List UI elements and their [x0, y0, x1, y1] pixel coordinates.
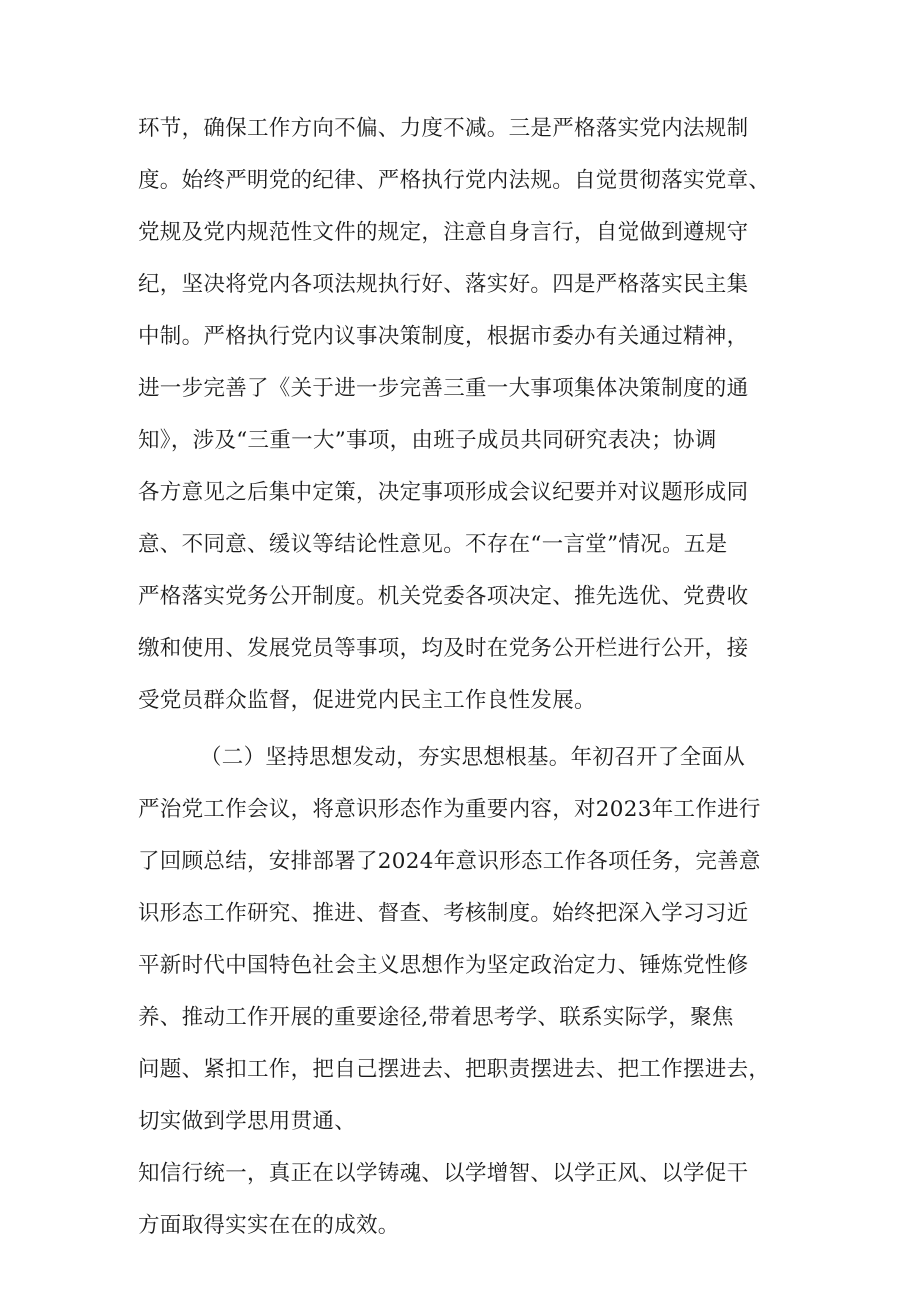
paragraph-line: 意、不同意、缓议等结论性意见。不存在“一言堂”情况。五是	[138, 532, 728, 557]
paragraph-line: 中制。严格执行党内议事决策制度，根据市委办有关通过精神，	[138, 324, 749, 349]
paragraph-line: 进一步完善了《关于进一步完善三重一大事项集体决策制度的通	[138, 376, 749, 401]
paragraph-line: 问题、紧扣工作，把自己摆进去、把职责摆进去、把工作摆进去，	[138, 1057, 771, 1082]
paragraph-line: 纪，坚决将党内各项法规执行好、落实好。四是严格落实民主集	[138, 272, 749, 297]
paragraph-line: （二）坚持思想发动，夯实思想根基。年初召开了全面从	[200, 745, 746, 770]
paragraph-line: 知》，涉及“三重一大”事项，由班子成员共同研究表决；协调	[138, 428, 717, 453]
paragraph-line: 环节，确保工作方向不偏、力度不减。三是严格落实党内法规制	[138, 116, 749, 141]
paragraph-line: 度。始终严明党的纪律、严格执行党内法规。自觉贯彻落实党章、	[138, 168, 771, 193]
paragraph-line: 受党员群众监督，促进党内民主工作良性发展。	[138, 688, 596, 713]
paragraph-line: 各方意见之后集中定策，决定事项形成会议纪要并对议题形成同	[138, 480, 749, 505]
paragraph-line: 党规及党内规范性文件的规定，注意自身言行，自觉做到遵规守	[138, 220, 749, 245]
paragraph-line: 严治党工作会议，将意识形态作为重要内容，对2023年工作进行	[138, 797, 761, 822]
paragraph-line: 知信行统一，真正在以学铸魂、以学增智、以学正风、以学促干	[138, 1161, 749, 1186]
paragraph-line: 切实做到学思用贯通、	[138, 1109, 357, 1134]
paragraph-line: 缴和使用、发展党员等事项，均及时在党务公开栏进行公开，接	[138, 636, 749, 661]
paragraph-line: 严格落实党务公开制度。机关党委各项决定、推先选优、党费收	[138, 584, 749, 609]
paragraph-line: 了回顾总结，安排部署了2024年意识形态工作各项任务，完善意	[138, 849, 761, 874]
paragraph-line: 方面取得实实在在的成效。	[138, 1213, 400, 1238]
paragraph-line: 识形态工作研究、推进、督查、考核制度。始终把深入学习习近	[138, 901, 749, 926]
paragraph-line: 养、推动工作开展的重要途径,带着思考学、联系实际学，聚焦	[138, 1005, 734, 1030]
paragraph-line: 平新时代中国特色社会主义思想作为坚定政治定力、锤炼党性修	[138, 953, 749, 978]
